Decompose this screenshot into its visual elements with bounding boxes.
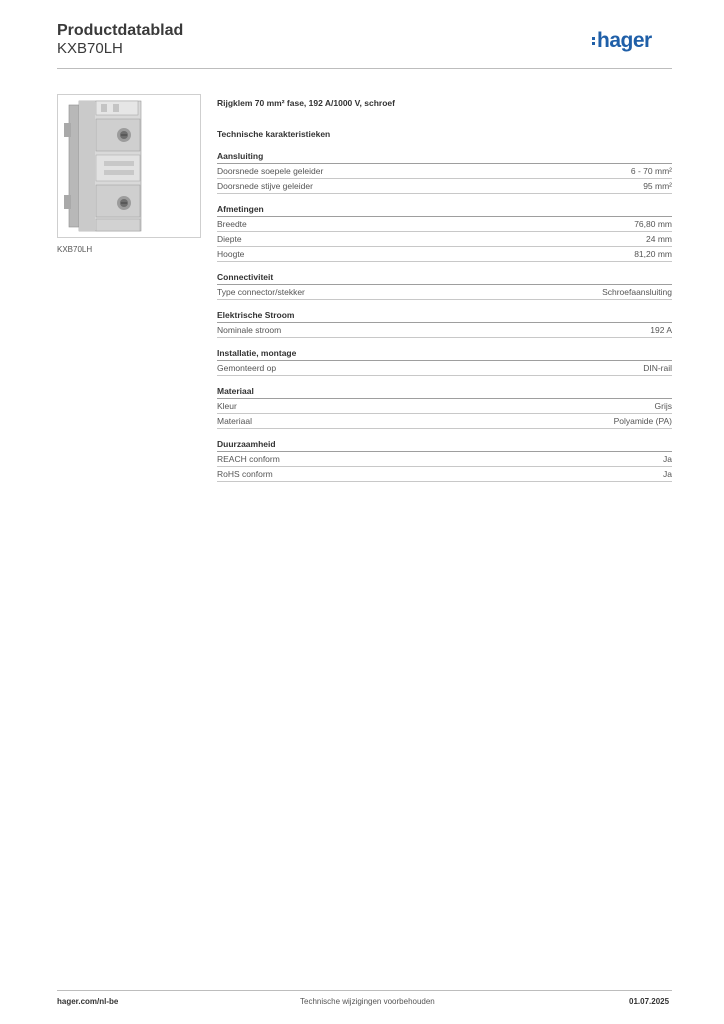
spec-value: 192 A xyxy=(650,325,672,335)
spec-section xyxy=(217,438,672,482)
spec-value: 76,80 mm xyxy=(634,219,672,229)
spec-label: REACH conform xyxy=(217,454,280,464)
footer-website: hager.com/nl-be xyxy=(57,997,119,1006)
header-divider xyxy=(57,68,672,69)
spec-label: Breedte xyxy=(217,219,247,229)
spec-row xyxy=(217,452,672,467)
spec-label: Hoogte xyxy=(217,249,245,259)
spec-value: Ja xyxy=(663,454,672,464)
spec-row xyxy=(217,232,672,247)
section-title: Aansluiting xyxy=(217,150,672,164)
section-title: Materiaal xyxy=(217,385,672,399)
spec-label: Nominale stroom xyxy=(217,325,282,335)
terminal-block-icon xyxy=(58,95,200,237)
spec-row xyxy=(217,399,672,414)
spec-row xyxy=(217,414,672,429)
product-image xyxy=(57,94,201,238)
spec-label: Doorsnede stijve geleider xyxy=(217,181,313,191)
section-title: Installatie, montage xyxy=(217,347,672,361)
logo-colon-icon xyxy=(592,35,595,47)
spec-label: Materiaal xyxy=(217,416,252,426)
spec-value: 6 - 70 mm² xyxy=(630,166,672,176)
footer-divider xyxy=(57,990,672,991)
spec-value: Polyamide (PA) xyxy=(613,416,672,426)
spec-label: Diepte xyxy=(217,234,242,244)
spec-value: DIN-rail xyxy=(643,363,672,373)
spec-value: 95 mm² xyxy=(643,181,672,191)
hager-logo xyxy=(592,29,652,53)
spec-row xyxy=(217,323,672,338)
image-caption: KXB70LH xyxy=(57,245,93,254)
tech-heading: Technische karakteristieken xyxy=(217,129,331,139)
spec-section xyxy=(217,385,672,429)
spec-row xyxy=(217,247,672,262)
logo-text: hager xyxy=(597,29,652,52)
spec-label: Type connector/stekker xyxy=(217,287,305,297)
spec-row xyxy=(217,361,672,376)
spec-row xyxy=(217,164,672,179)
page-title: Productdatablad xyxy=(57,22,184,39)
spec-label: Gemonteerd op xyxy=(217,363,277,373)
spec-section xyxy=(217,309,672,338)
footer-notice: Technische wijzigingen voorbehouden xyxy=(300,997,435,1006)
spec-row xyxy=(217,285,672,300)
spec-label: RoHS conform xyxy=(217,469,273,479)
spec-row xyxy=(217,217,672,232)
section-title: Elektrische Stroom xyxy=(217,309,672,323)
spec-section xyxy=(217,150,672,194)
spec-sections xyxy=(217,150,672,482)
section-title: Connectiviteit xyxy=(217,271,672,285)
spec-label: Kleur xyxy=(217,401,237,411)
section-title: Duurzaamheid xyxy=(217,438,672,452)
spec-section xyxy=(217,203,672,262)
product-description: Rijgklem 70 mm² fase, 192 A/1000 V, schroef xyxy=(217,98,395,108)
footer-date: 01.07.2025 xyxy=(629,997,670,1006)
spec-row xyxy=(217,179,672,194)
spec-row xyxy=(217,467,672,482)
spec-value: Ja xyxy=(663,469,672,479)
spec-value: 24 mm xyxy=(646,234,672,244)
spec-section xyxy=(217,347,672,376)
section-title: Afmetingen xyxy=(217,203,672,217)
spec-label: Doorsnede soepele geleider xyxy=(217,166,324,176)
spec-value: 81,20 mm xyxy=(634,249,672,259)
spec-content xyxy=(217,96,672,482)
product-code: KXB70LH xyxy=(57,40,123,57)
spec-value: Grijs xyxy=(654,401,672,411)
spec-section xyxy=(217,271,672,300)
spec-value: Schroefaansluiting xyxy=(602,287,672,297)
